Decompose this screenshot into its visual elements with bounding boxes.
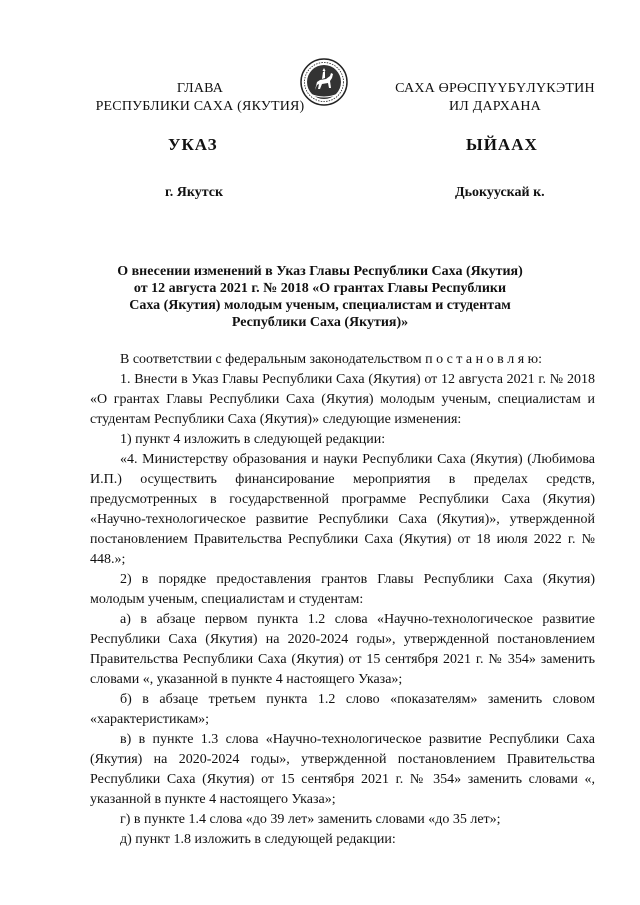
title-line2: от 12 августа 2021 г. № 2018 «О грантах Главы Республики bbox=[133, 281, 507, 296]
city-right: Дьокуускай к. bbox=[455, 185, 545, 200]
paragraph: д) пункт 1.8 изложить в следующей редакции: bbox=[120, 832, 396, 847]
document-title bbox=[70, 263, 570, 331]
doc-type-left: УКАЗ bbox=[168, 135, 218, 154]
title-line4: Республики Саха (Якутия)» bbox=[231, 315, 409, 330]
paragraph: б) в абзаце третьем пункта 1.2 слово «показателям» заменить словом «характеристикам»; bbox=[90, 692, 595, 727]
title-line3: Саха (Якутия) молодым ученым, специалистам и студентам bbox=[129, 298, 511, 313]
header-right-block bbox=[380, 80, 610, 116]
doc-type-right: ЫЙААХ bbox=[466, 135, 538, 154]
header-left-line2: РЕСПУБЛИКИ САХА (ЯКУТИЯ) bbox=[95, 99, 305, 114]
header-right-line1: САХА ӨРӨСПҮҮБҮЛҮКЭТИН bbox=[395, 81, 595, 96]
city-left: г. Якутск bbox=[165, 185, 224, 200]
paragraph: 1. Внести в Указ Главы Республики Саха (Якутия) от 12 августа 2021 г. № 2018 «О грантах Главы Республики Саха (Якутия) молодым ученым, специалистам и студентам Республики Саха (Якутия)» следующие изменения: bbox=[90, 372, 595, 427]
paragraph: 1) пункт 4 изложить в следующей редакции: bbox=[120, 432, 386, 447]
coat-of-arms-icon bbox=[300, 58, 348, 106]
paragraph: а) в абзаце первом пункта 1.2 слова «Научно-технологическое развитие Республики Саха (Якутия) на 2020-2024 годы», утвержденной постановлением Правительства Республики Саха (Якутия) от 15 сентября 2021 г. № 354» заменить словами «, указанной в пункте 4 настоящего Указа»; bbox=[90, 612, 595, 687]
paragraph: «4. Министерству образования и науки Республики Саха (Якутия) (Любимова И.П.) осуществить финансирование мероприятия в пределах средств, предусмотренных в государственной программе Республики Саха (Якутия) «Научно-технологическое развитие Республики Саха (Якутия)», утвержденной постановлением Правительства Республики Саха (Якутия) от 18 июля 2022 г. № 448.»; bbox=[90, 452, 595, 567]
title-line1: О внесении изменений в Указ Главы Республики Саха (Якутия) bbox=[117, 264, 523, 279]
document-body bbox=[90, 350, 595, 850]
paragraph: 2) в порядке предоставления грантов Главы Республики Саха (Якутия) молодым ученым, специалистам и студентам: bbox=[90, 572, 595, 607]
header-left-block bbox=[80, 80, 320, 116]
paragraph: г) в пункте 1.4 слова «до 39 лет» заменить словами «до 35 лет»; bbox=[120, 812, 501, 827]
header-left-line1: ГЛАВА bbox=[176, 81, 224, 96]
paragraph: В соответствии с федеральным законодательством п о с т а н о в л я ю: bbox=[120, 352, 543, 367]
header-right-line2: ИЛ ДАРХАНА bbox=[448, 99, 541, 114]
paragraph: в) в пункте 1.3 слова «Научно-технологическое развитие Республики Саха (Якутия) на 2020-2024 годы», утвержденной постановлением Правительства Республики Саха (Якутия) от 15 сентября 2021 г. № 354» заменить словами «, указанной в пункте 4 настоящего Указа»; bbox=[90, 732, 595, 807]
